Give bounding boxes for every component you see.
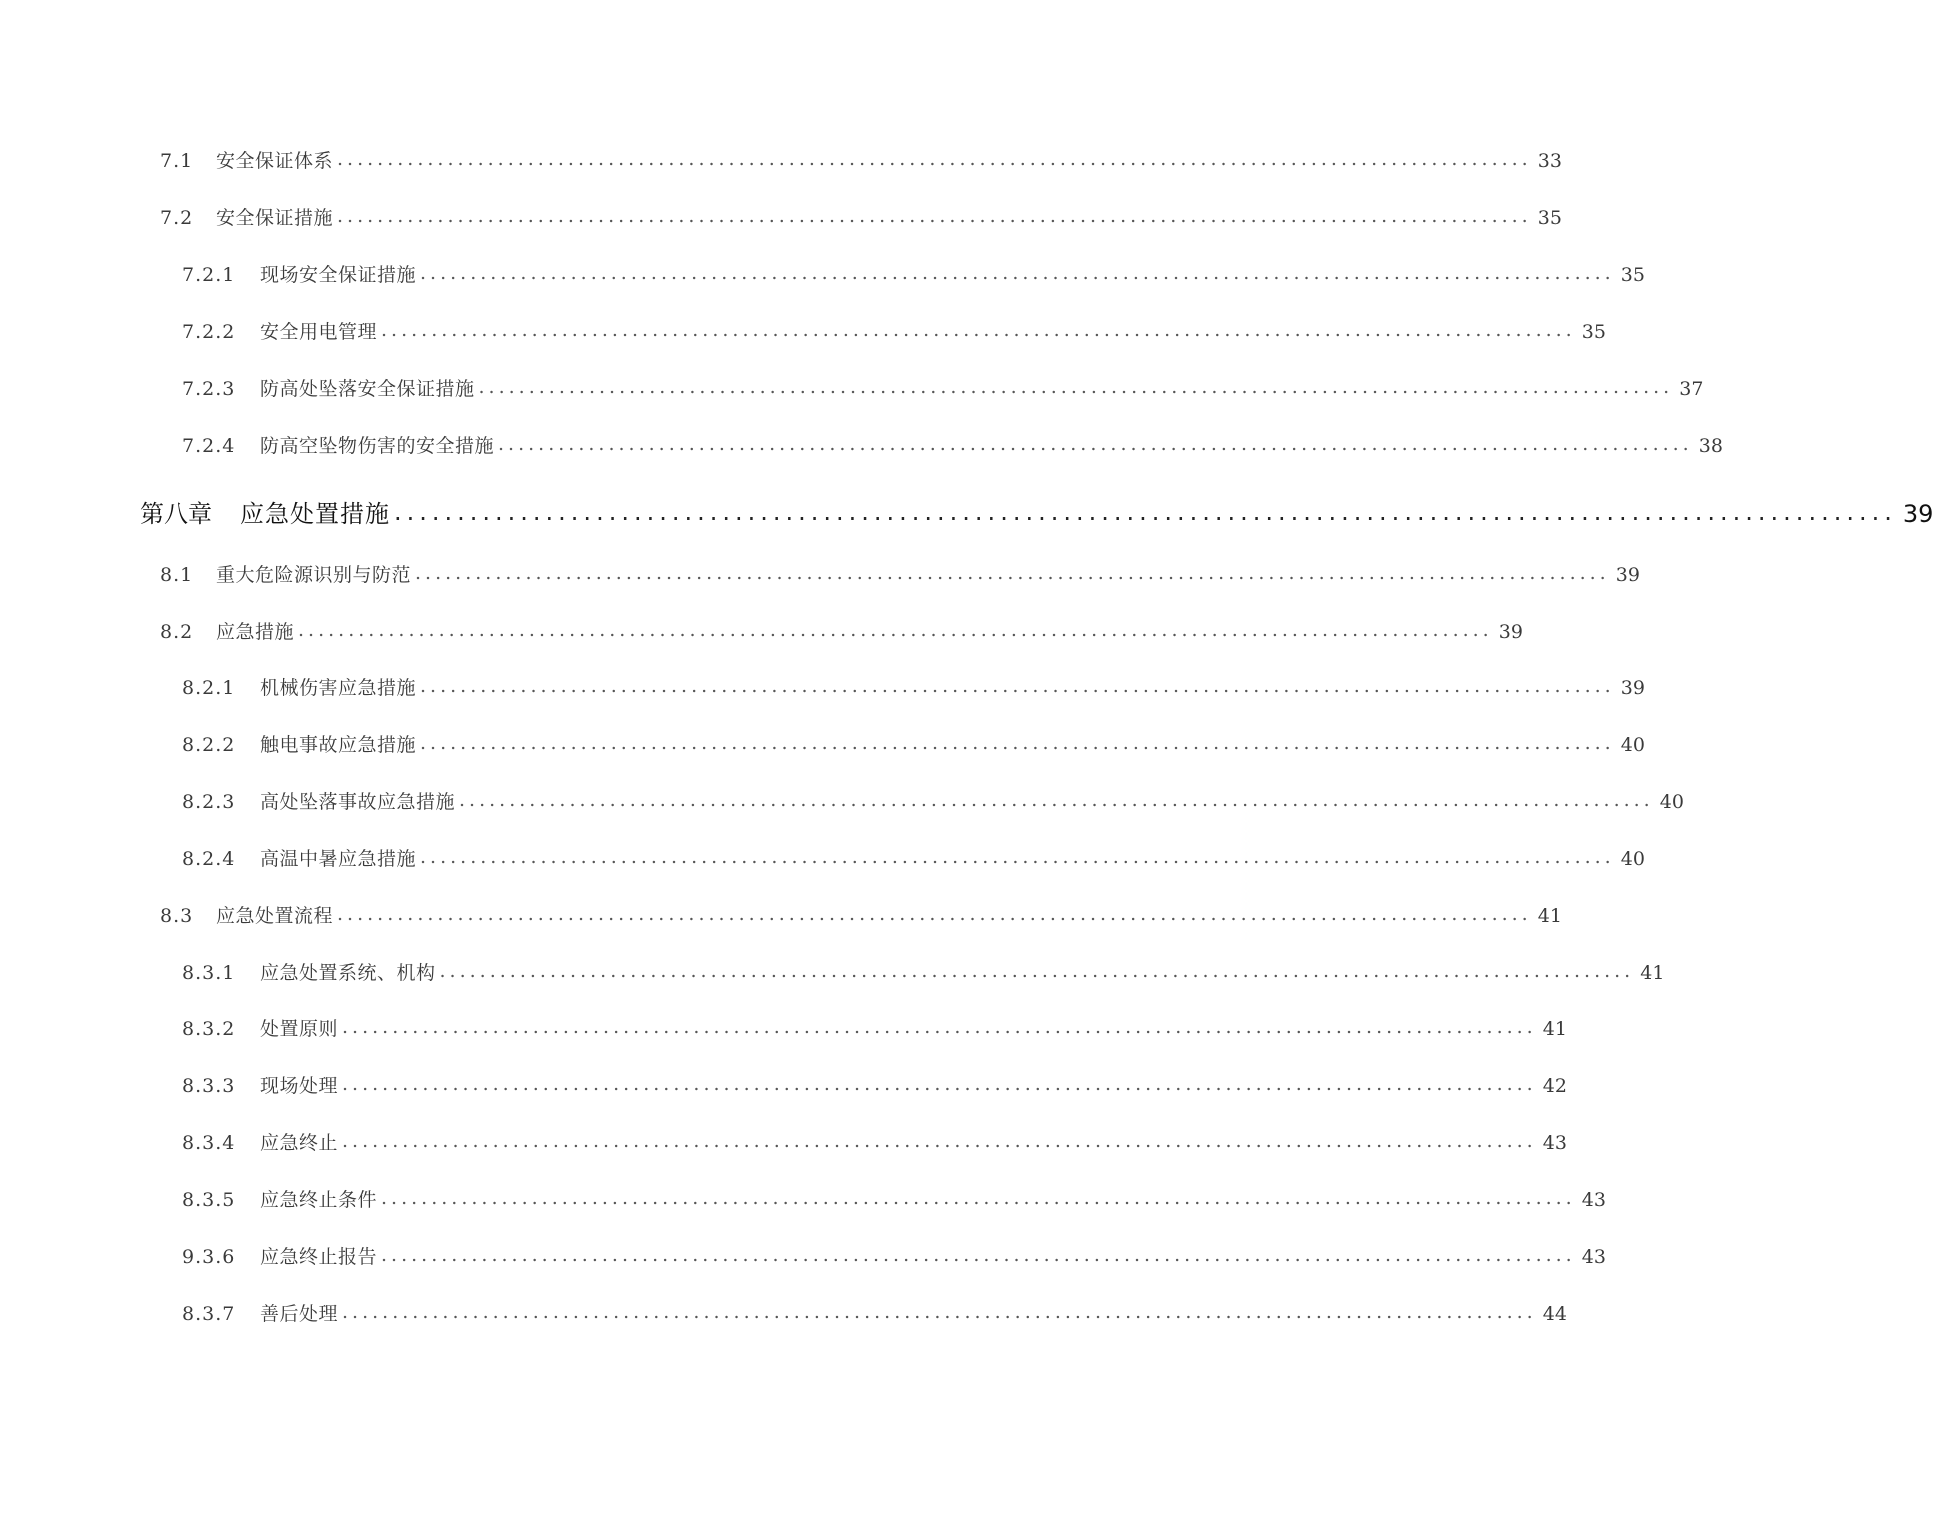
page-number: 44 [1542, 1303, 1567, 1325]
page-number: 41 [1542, 1018, 1567, 1040]
toc-entry-9-3-6[interactable] [182, 1242, 1606, 1272]
section-number: 7.2.3 [182, 378, 236, 400]
toc-entry-8-3-7[interactable] [182, 1299, 1567, 1329]
section-title: 防高空坠物伤害的安全措施 [260, 435, 495, 457]
section-title: 高温中暑应急措施 [260, 848, 417, 870]
section-title: 重大危险源识别与防范 [216, 564, 412, 586]
section-title: 安全保证体系 [216, 150, 334, 172]
page-number: 40 [1659, 791, 1684, 813]
dot-leader: ....................................................................................................................... [342, 1130, 1537, 1152]
section-number: 8.2 [160, 621, 194, 643]
page-number: 41 [1537, 905, 1562, 927]
page-number: 41 [1640, 962, 1665, 984]
section-title: 善后处理 [260, 1303, 339, 1325]
dot-leader: ....................................................................................................................... [337, 148, 1532, 170]
toc-entry-8-3-2[interactable] [182, 1014, 1567, 1044]
toc-entry-8-3-5[interactable] [182, 1185, 1606, 1215]
section-title: 安全用电管理 [260, 321, 378, 343]
chapter-number: 第八章 [140, 500, 212, 528]
section-number: 8.3.5 [182, 1189, 236, 1211]
toc-entry-chapter-8[interactable] [140, 494, 1933, 528]
page-number: 33 [1537, 150, 1562, 172]
section-title: 机械伤害应急措施 [260, 677, 417, 699]
page-number: 38 [1698, 435, 1723, 457]
section-number: 8.3.1 [182, 962, 236, 984]
section-number: 8.3.7 [182, 1303, 236, 1325]
section-title: 应急处置流程 [216, 905, 334, 927]
page-number: 39 [1615, 564, 1640, 586]
dot-leader: ....................................................................................................................... [342, 1073, 1537, 1095]
dot-leader: ....................................................................................................................... [459, 789, 1654, 811]
toc-entry-7-2-4[interactable] [182, 431, 1723, 461]
section-title: 高处坠落事故应急措施 [260, 791, 456, 813]
page-number: 43 [1581, 1246, 1606, 1268]
section-title: 安全保证措施 [216, 207, 334, 229]
page-number: 35 [1620, 264, 1645, 286]
dot-leader: ....................................................................................................................... [420, 262, 1615, 284]
toc-entry-8-2-1[interactable] [182, 673, 1645, 703]
toc-entry-8-3[interactable] [160, 901, 1562, 931]
toc-entry-8-3-4[interactable] [182, 1128, 1567, 1158]
toc-entry-7-1[interactable] [160, 146, 1562, 176]
section-number: 8.2.1 [182, 677, 236, 699]
toc-entry-8-1[interactable] [160, 560, 1640, 590]
toc-entry-8-3-1[interactable] [182, 958, 1665, 988]
dot-leader: ....................................................................................................................... [498, 433, 1693, 455]
section-title: 现场安全保证措施 [260, 264, 417, 286]
page-number: 43 [1581, 1189, 1606, 1211]
dot-leader: ....................................................................................................................... [337, 903, 1532, 925]
section-number: 7.2.1 [182, 264, 236, 286]
section-title: 防高处坠落安全保证措施 [260, 378, 475, 400]
toc-entry-7-2[interactable] [160, 203, 1562, 233]
dot-leader: ....................................................................................................................... [381, 1187, 1576, 1209]
toc-entry-7-2-3[interactable] [182, 374, 1704, 404]
page-number: 42 [1542, 1075, 1567, 1097]
page-number: 39 [1498, 621, 1523, 643]
dot-leader: ....................................................................................................................... [420, 846, 1615, 868]
page-number: 40 [1620, 848, 1645, 870]
section-number: 8.2.2 [182, 734, 236, 756]
dot-leader: ....................................................................................................................... [420, 675, 1615, 697]
toc-entry-7-2-2[interactable] [182, 317, 1606, 347]
toc-entry-8-3-3[interactable] [182, 1071, 1567, 1101]
toc-entry-7-2-1[interactable] [182, 260, 1645, 290]
page-number: 35 [1581, 321, 1606, 343]
dot-leader: ....................................................................................................................... [420, 732, 1615, 754]
dot-leader: ....................................................................................................................... [394, 498, 1897, 526]
section-title: 处置原则 [260, 1018, 339, 1040]
section-title: 应急措施 [216, 621, 295, 643]
section-number: 8.3.2 [182, 1018, 236, 1040]
section-number: 8.3 [160, 905, 194, 927]
section-number: 7.2.2 [182, 321, 236, 343]
section-number: 7.2 [160, 207, 194, 229]
dot-leader: ....................................................................................................................... [381, 1244, 1576, 1266]
section-number: 7.2.4 [182, 435, 236, 457]
dot-leader: ....................................................................................................................... [342, 1301, 1537, 1323]
section-number: 7.1 [160, 150, 194, 172]
page-number: 39 [1902, 500, 1933, 528]
page-number: 35 [1537, 207, 1562, 229]
section-title: 应急终止条件 [260, 1189, 378, 1211]
toc-entry-8-2-4[interactable] [182, 844, 1645, 874]
dot-leader: ....................................................................................................................... [342, 1016, 1537, 1038]
dot-leader: ....................................................................................................................... [298, 619, 1493, 641]
dot-leader: ....................................................................................................................... [337, 205, 1532, 227]
toc-entry-8-2[interactable] [160, 617, 1523, 647]
section-title: 触电事故应急措施 [260, 734, 417, 756]
dot-leader: ....................................................................................................................... [381, 319, 1576, 341]
chapter-title: 应急处置措施 [240, 500, 390, 528]
section-title: 应急处置系统、机构 [260, 962, 436, 984]
section-number: 8.2.4 [182, 848, 236, 870]
page-number: 39 [1620, 677, 1645, 699]
section-number: 9.3.6 [182, 1246, 236, 1268]
section-title: 应急终止 [260, 1132, 339, 1154]
section-number: 8.3.3 [182, 1075, 236, 1097]
section-title: 现场处理 [260, 1075, 339, 1097]
section-number: 8.1 [160, 564, 194, 586]
section-title: 应急终止报告 [260, 1246, 378, 1268]
page-number: 37 [1679, 378, 1704, 400]
toc-entry-8-2-3[interactable] [182, 787, 1684, 817]
page-number: 43 [1542, 1132, 1567, 1154]
section-number: 8.3.4 [182, 1132, 236, 1154]
dot-leader: ....................................................................................................................... [439, 960, 1635, 982]
toc-entry-8-2-2[interactable] [182, 730, 1645, 760]
page-number: 40 [1620, 734, 1645, 756]
section-number: 8.2.3 [182, 791, 236, 813]
dot-leader: ....................................................................................................................... [478, 376, 1674, 398]
dot-leader: ....................................................................................................................... [415, 562, 1610, 584]
